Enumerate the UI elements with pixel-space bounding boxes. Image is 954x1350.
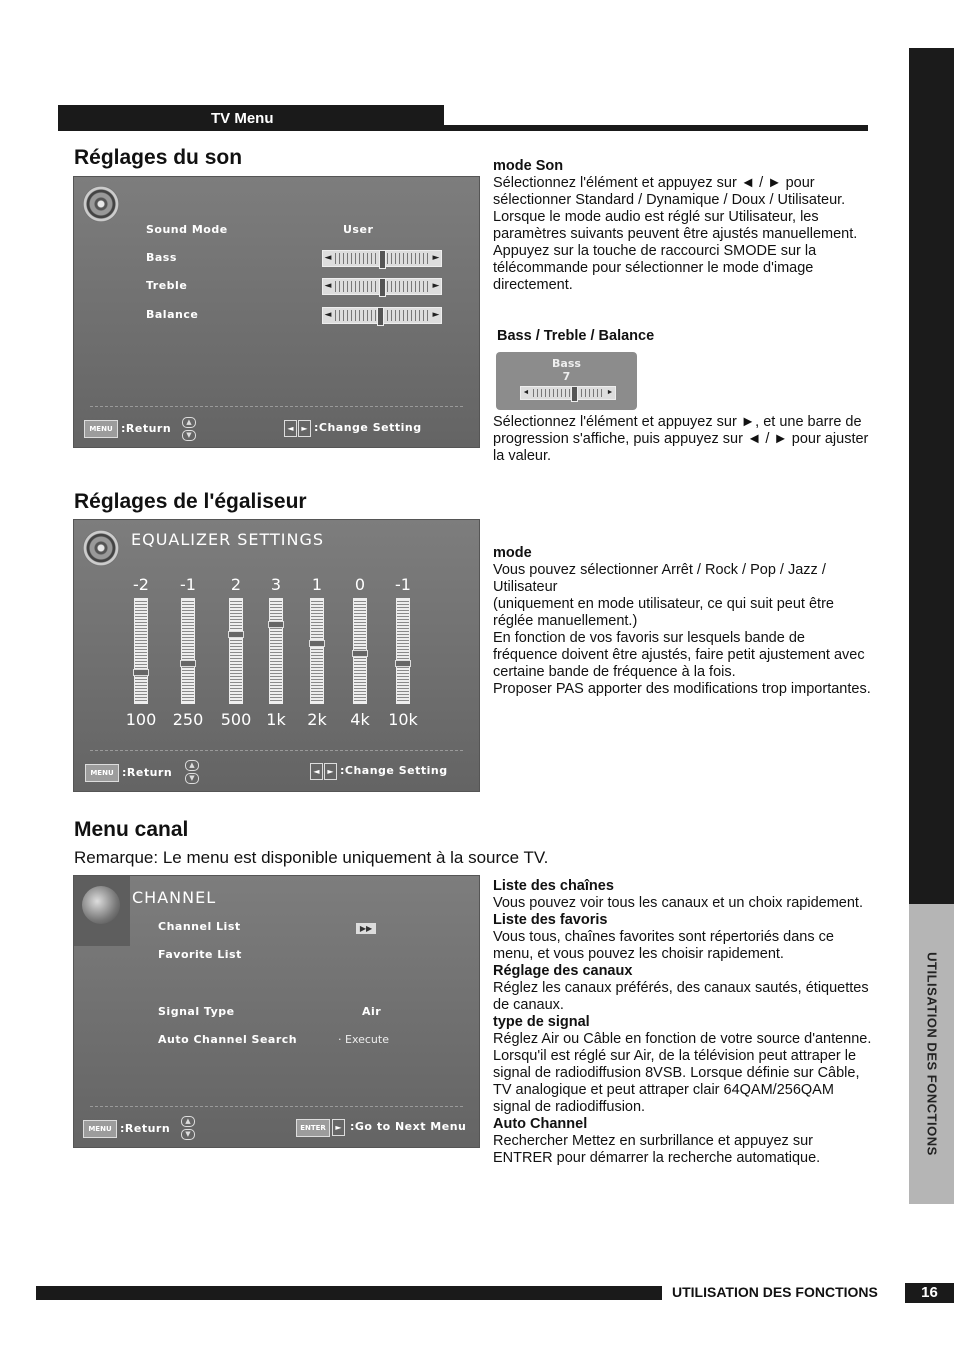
left-right-icon: ◄ ► [284, 420, 311, 436]
balance-slider[interactable]: ◄ ► [322, 307, 442, 324]
signal-type-label: Signal Type [158, 1005, 235, 1018]
eq-band-frequency: 100 [125, 710, 157, 729]
execute-value[interactable]: · Execute [338, 1033, 389, 1046]
bass-treble-title: Bass / Treble / Balance [497, 328, 655, 344]
change-setting-label: :Change Setting [340, 764, 448, 777]
speaker-icon [83, 530, 119, 566]
menu-button[interactable]: MENU [83, 1120, 117, 1138]
eq-text4: Proposer PAS apporter des modifications trop importantes. [493, 681, 871, 697]
auto-channel-search-label: Auto Channel Search [158, 1033, 298, 1046]
eq-band-value: -1 [395, 575, 411, 594]
sound-mode-label: Sound Mode [146, 223, 228, 236]
treble-slider-knob[interactable] [379, 278, 386, 297]
channel-panel [73, 875, 480, 1148]
bass-treble-title-block [497, 328, 877, 345]
eq-band-slider[interactable] [396, 598, 410, 704]
eq-band-slider[interactable] [134, 598, 148, 704]
return-label: :Return [122, 766, 173, 779]
return-label: :Return [120, 1122, 171, 1135]
eq-text3: En fonction de vos favoris sur lesquels bande de fréquence doivent être ajustés, faire petit ajustement avec certaine bande de fréquence à la fois. [493, 630, 865, 680]
eq-band-slider[interactable] [229, 598, 243, 704]
divider [90, 1106, 463, 1107]
equalizer-heading: Réglages de l'égaliseur [74, 490, 307, 513]
favorite-list-item[interactable]: Favorite List [158, 948, 242, 961]
signal-title: type de signal [493, 1014, 590, 1030]
treble-slider[interactable]: ◄ ► [322, 278, 442, 295]
eq-band-value: -2 [133, 575, 149, 594]
menu-button[interactable]: MENU [84, 420, 118, 438]
header-rule [444, 125, 868, 131]
eq-band-frequency: 250 [172, 710, 204, 729]
fav-text: Vous tous, chaînes favorites sont répertoriés dans ce menu, et vous pouvez les choisir rapidement. [493, 929, 834, 962]
signal-text: Réglez Air ou Câble en fonction de votre source d'antenne. Lorsqu'il est réglé sur Air, de la télévision peut attraper le signal de radiodiffusion 8VSB. Lorsque définie sur Câble, TV analogique et peut attraper clair 64QAM/256QAM signal de radiodiffusion. [493, 1031, 872, 1115]
popup-value: 7 [562, 370, 571, 383]
eq-band-value: 1 [311, 575, 323, 594]
globe-icon [82, 886, 120, 924]
eq-band-knob[interactable] [309, 640, 325, 647]
balance-label: Balance [146, 308, 199, 321]
channel-list-item[interactable]: Channel List [158, 920, 241, 933]
equalizer-text [493, 545, 873, 698]
channel-title: CHANNEL [132, 888, 217, 907]
eq-band-knob[interactable] [228, 631, 244, 638]
treble-label: Treble [146, 279, 188, 292]
bass-text: Sélectionnez l'élément et appuyez sur ►, et une barre de progression s'affiche, puis appuyez sur ◄ / ► pour ajuster la valeur. [493, 414, 869, 464]
tv-menu-header [58, 105, 444, 131]
eq-band-frequency: 500 [220, 710, 252, 729]
setting-title: Réglage des canaux [493, 963, 633, 979]
bass-popup [496, 352, 637, 410]
eq-band-value: 0 [354, 575, 366, 594]
auto-text: Rechercher Mettez en surbrillance et appuyez sur ENTRER pour démarrer la recherche automatique. [493, 1133, 821, 1166]
menu-button[interactable]: MENU [85, 764, 119, 782]
side-tab-label: UTILISATION DES FONCTIONS [924, 952, 939, 1156]
eq-band-slider[interactable] [310, 598, 324, 704]
fast-forward-icon[interactable]: ▶▶ [356, 923, 376, 934]
setting-text: Réglez les canaux préférés, des canaux sautés, étiquettes de canaux. [493, 980, 869, 1013]
balance-slider-knob[interactable] [377, 307, 384, 326]
page-number: 16 [905, 1283, 954, 1303]
side-tab-dark [909, 48, 954, 904]
eq-band-knob[interactable] [352, 650, 368, 657]
left-right-icon: ◄ ► [310, 763, 337, 779]
eq-band-value: 2 [230, 575, 242, 594]
eq-mode-title: mode [493, 545, 532, 561]
fav-title: Liste des favoris [493, 912, 608, 928]
mode-son-text1: Sélectionnez l'élément et appuyez sur ◄ / ► pour sélectionner Standard / Dynamique / Doux / Utilisateur. [493, 175, 846, 208]
return-label: :Return [121, 422, 172, 435]
up-down-icon: ▲ ▼ [185, 760, 199, 782]
bass-text-block [493, 414, 873, 465]
divider [90, 406, 463, 407]
divider [90, 750, 463, 751]
eq-band-frequency: 1k [266, 710, 286, 729]
mode-son-title: mode Son [493, 158, 564, 174]
change-setting-label: :Change Setting [314, 421, 422, 434]
eq-text2: (uniquement en mode utilisateur, ce qui suit peut être réglée manuellement.) [493, 596, 834, 629]
side-tab-label-box [909, 904, 954, 1204]
popup-slider-knob[interactable] [571, 386, 578, 402]
eq-band-value: 3 [270, 575, 282, 594]
tv-menu-title: TV Menu [211, 110, 274, 127]
sound-settings-panel [73, 176, 480, 448]
eq-band-knob[interactable] [268, 621, 284, 628]
footer-section-label: UTILISATION DES FONCTIONS [672, 1284, 878, 1300]
eq-text1: Vous pouvez sélectionner Arrêt / Rock / Pop / Jazz / Utilisateur [493, 562, 826, 595]
execute-label: Execute [345, 1033, 389, 1046]
eq-band-knob[interactable] [395, 660, 411, 667]
signal-type-value[interactable]: Air [362, 1005, 382, 1018]
eq-band-slider[interactable] [269, 598, 283, 704]
sound-heading: Réglages du son [74, 146, 243, 169]
list-text: Vous pouvez voir tous les canaux et un choix rapidement. [493, 895, 863, 911]
eq-band-frequency: 4k [350, 710, 370, 729]
channel-text [493, 878, 873, 1167]
list-title: Liste des chaînes [493, 878, 614, 894]
mode-son-text2: Lorsque le mode audio est réglé sur Utilisateur, les paramètres suivants peuvent être ajustés manuellement. Appuyez sur la touche de raccourci SMODE sur la télécommande pour sélectionner le mode d'image directement. [493, 209, 858, 293]
bass-slider-knob[interactable] [379, 250, 386, 269]
up-down-icon: ▲ ▼ [182, 417, 196, 439]
go-next-menu-label: :Go to Next Menu [350, 1120, 467, 1133]
popup-label: Bass [552, 357, 581, 370]
eq-band-frequency: 2k [307, 710, 327, 729]
right-arrow-icon: ► [332, 1119, 345, 1135]
channel-heading: Menu canal [74, 818, 189, 841]
up-down-icon: ▲ ▼ [181, 1116, 195, 1138]
bass-slider[interactable]: ◄ ► [322, 250, 442, 267]
eq-band-value: -1 [180, 575, 196, 594]
sound-mode-text [493, 158, 873, 294]
speaker-icon [83, 186, 119, 222]
eq-band-knob[interactable] [180, 660, 196, 667]
auto-title: Auto Channel [493, 1116, 588, 1132]
popup-slider[interactable]: ◄ ► [520, 386, 616, 400]
eq-band-slider[interactable] [181, 598, 195, 704]
enter-button[interactable]: ENTER [296, 1119, 330, 1137]
eq-band-knob[interactable] [133, 669, 149, 676]
footer-bar [36, 1286, 662, 1300]
sound-mode-value[interactable]: User [343, 223, 374, 236]
equalizer-title: EQUALIZER SETTINGS [131, 530, 325, 549]
channel-note: Remarque: Le menu est disponible uniquement à la source TV. [74, 848, 549, 867]
eq-band-frequency: 10k [388, 710, 418, 729]
bass-label: Bass [146, 251, 177, 264]
